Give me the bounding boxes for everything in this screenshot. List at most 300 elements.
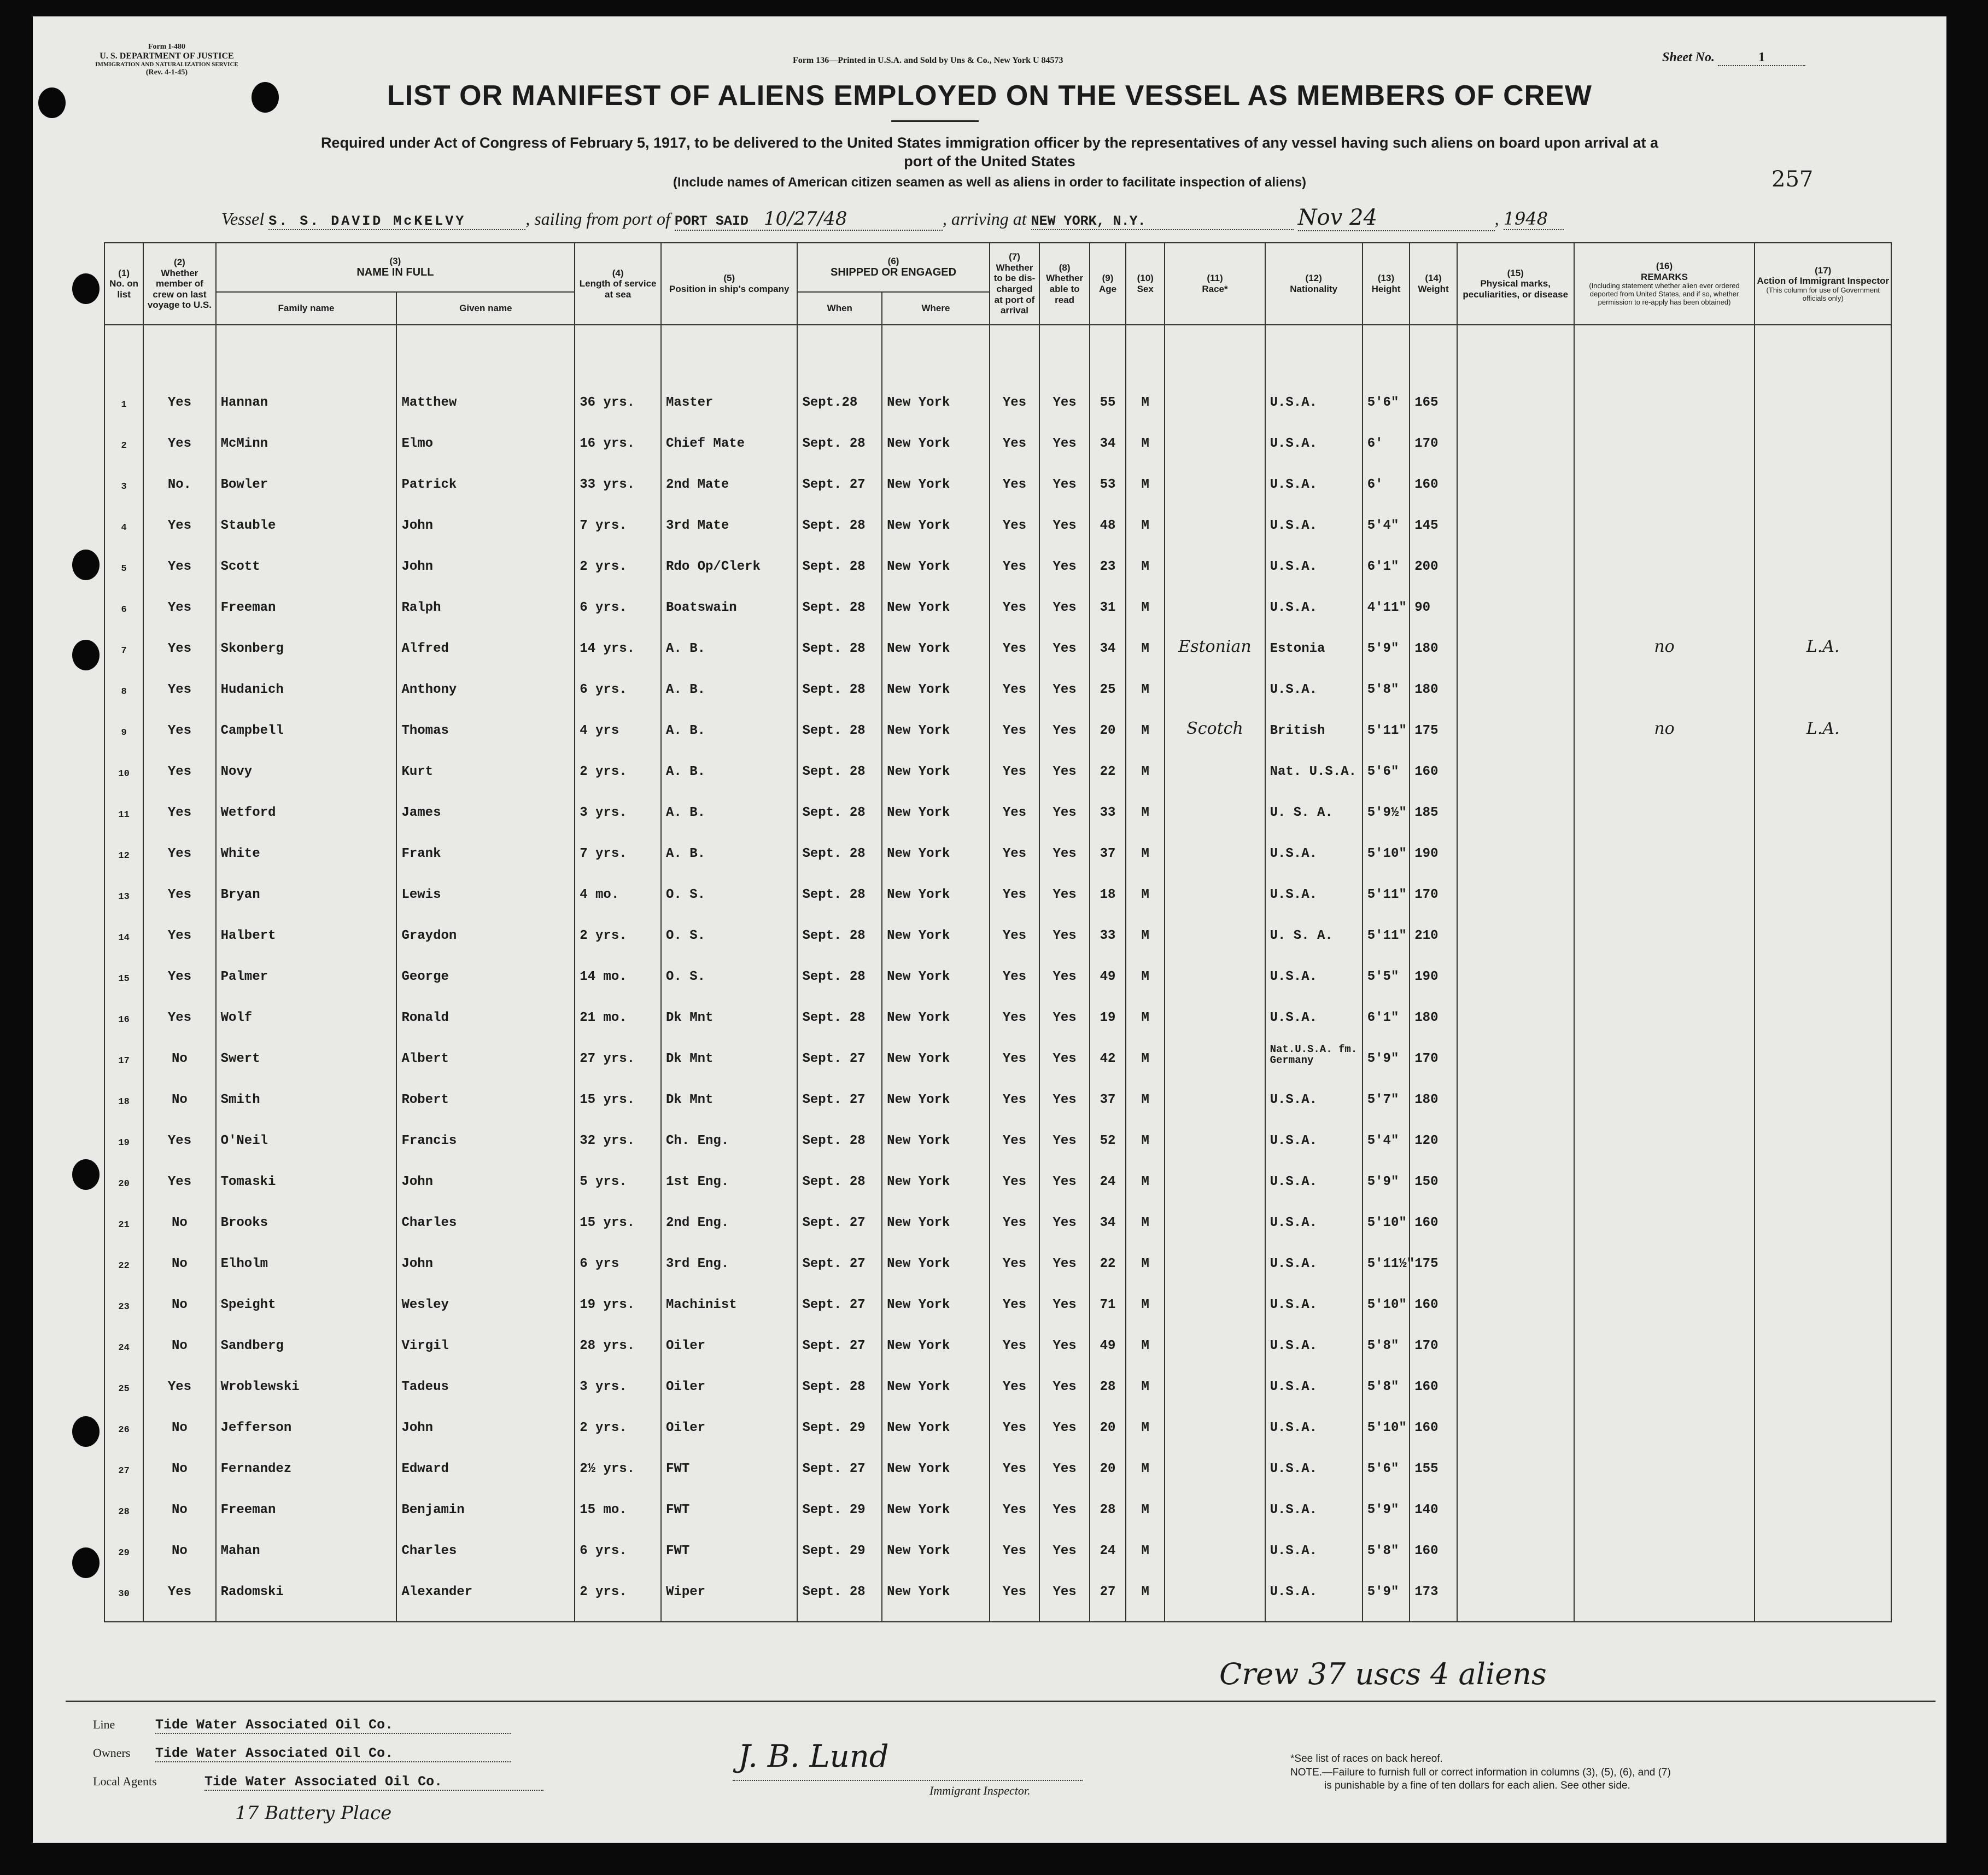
cell-length-of-service: 7 yrs. [575,492,661,533]
cell-given-name: Frank [396,820,575,861]
cell-given-name: Graydon [396,902,575,943]
cell-able-to-read: Yes [1039,492,1090,533]
cell-discharged: Yes [990,1476,1040,1517]
cell-age: 20 [1090,1394,1126,1435]
cell-able-to-read: Yes [1039,615,1090,656]
cell-inspector-action: L.A. [1755,615,1891,656]
cell-position: O. S. [661,861,797,902]
cell-last-voyage: Yes [143,1353,215,1394]
cell-nationality: U.S.A. [1265,369,1363,410]
cell-shipped-when: Sept. 27 [797,1189,882,1230]
cell-race [1165,369,1265,410]
col-header-inspector-action: (17) Action of Immigrant Inspector (This column for use of Government officials only) [1755,243,1891,325]
cell-last-voyage: No [143,1025,215,1066]
cell-given-name: John [396,1394,575,1435]
cell-sex: M [1126,984,1165,1025]
cell-nationality: U.S.A. [1265,1476,1363,1517]
cell-given-name: Charles [396,1517,575,1558]
cell-position: 2nd Mate [661,451,797,492]
cell-last-voyage: No [143,1435,215,1476]
cell-physical-marks [1457,1517,1574,1558]
table-row [104,1271,1891,1312]
cell-row-number: 4 [104,492,143,533]
cell-shipped-where: New York [882,615,990,656]
cell-weight: 160 [1410,1189,1457,1230]
cell-given-name: John [396,1148,575,1189]
cell-row-number: 24 [104,1312,143,1353]
signature-line [733,1780,1083,1781]
cell-weight: 155 [1410,1435,1457,1476]
title-rule [891,120,979,122]
cell-weight: 200 [1410,533,1457,574]
cell-position: O. S. [661,902,797,943]
cell-given-name: Elmo [396,410,575,451]
cell-physical-marks [1457,861,1574,902]
cell-age: 24 [1090,1517,1126,1558]
cell-discharged: Yes [990,820,1040,861]
cell-age: 28 [1090,1476,1126,1517]
cell-inspector-action [1755,984,1891,1025]
cell-row-number: 3 [104,451,143,492]
cell-weight: 150 [1410,1148,1457,1189]
cell-discharged: Yes [990,943,1040,984]
cell-given-name: Robert [396,1066,575,1107]
table-row [104,451,1891,492]
cell-row-number: 21 [104,1189,143,1230]
cell-height: 6'1" [1363,984,1410,1025]
cell-age: 19 [1090,984,1126,1025]
cell-discharged: Yes [990,1394,1040,1435]
cell-family-name: Bowler [216,451,397,492]
table-row [104,1517,1891,1558]
cell-row-number: 28 [104,1476,143,1517]
cell-family-name: Campbell [216,697,397,738]
cell-shipped-where: New York [882,861,990,902]
cell-inspector-action [1755,1230,1891,1271]
col-header-nationality: (12) Nationality [1265,243,1363,325]
cell-nationality: U.S.A. [1265,1066,1363,1107]
cell-remarks [1574,861,1755,902]
cell-given-name: Wesley [396,1271,575,1312]
cell-sex: M [1126,1189,1165,1230]
vessel-line: Vessel S. S. DAVID McKELVY , sailing from port of PORT SAID 10/27/48 , arriving at NEW YORK, N.Y. Nov 24 , 1948 [221,205,1752,231]
cell-length-of-service: 7 yrs. [575,820,661,861]
cell-race [1165,902,1265,943]
cell-inspector-action [1755,492,1891,533]
cell-last-voyage: Yes [143,820,215,861]
cell-height: 5'8" [1363,1353,1410,1394]
table-row [104,533,1891,574]
cell-family-name: Swert [216,1025,397,1066]
cell-race [1165,1476,1265,1517]
line-value: Tide Water Associated Oil Co. [155,1717,511,1734]
cell-length-of-service: 33 yrs. [575,451,661,492]
table-row [104,1558,1891,1599]
form-revision: (Rev. 4-1-45) [145,68,188,77]
cell-remarks [1574,1189,1755,1230]
table-row [104,1435,1891,1476]
col-header-number: (1) No. on list [104,243,143,325]
cell-remarks [1574,369,1755,410]
cell-weight: 120 [1410,1107,1457,1148]
cell-physical-marks [1457,1394,1574,1435]
table-row [104,1189,1891,1230]
punch-hole [72,640,100,670]
cell-family-name: Palmer [216,943,397,984]
cell-able-to-read: Yes [1039,1025,1090,1066]
cell-age: 18 [1090,861,1126,902]
cell-last-voyage: No [143,1312,215,1353]
cell-able-to-read: Yes [1039,1312,1090,1353]
table-row [104,1148,1891,1189]
table-row [104,1066,1891,1107]
cell-weight: 175 [1410,697,1457,738]
col-header-race: (11) Race* [1165,243,1265,325]
cell-last-voyage: Yes [143,1558,215,1599]
cell-shipped-when: Sept. 28 [797,615,882,656]
cell-able-to-read: Yes [1039,1107,1090,1148]
cell-inspector-action [1755,1025,1891,1066]
cell-length-of-service: 6 yrs. [575,1517,661,1558]
cell-given-name: Alfred [396,615,575,656]
cell-shipped-where: New York [882,1189,990,1230]
cell-shipped-where: New York [882,1312,990,1353]
table-row [104,1025,1891,1066]
cell-shipped-when: Sept. 28 [797,1353,882,1394]
cell-race [1165,1517,1265,1558]
cell-shipped-when: Sept. 28 [797,656,882,697]
cell-family-name: Jefferson [216,1394,397,1435]
cell-height: 5'9" [1363,1148,1410,1189]
cell-family-name: Brooks [216,1189,397,1230]
cell-able-to-read: Yes [1039,697,1090,738]
cell-shipped-where: New York [882,1148,990,1189]
owners-label: Owners [93,1746,131,1760]
cell-inspector-action [1755,656,1891,697]
cell-last-voyage: Yes [143,902,215,943]
arrival-year: 1948 [1504,208,1564,230]
cell-able-to-read: Yes [1039,1476,1090,1517]
cell-shipped-where: New York [882,1025,990,1066]
cell-length-of-service: 3 yrs. [575,1353,661,1394]
cell-inspector-action [1755,1271,1891,1312]
cell-last-voyage: No [143,1271,215,1312]
cell-weight: 165 [1410,369,1457,410]
cell-row-number: 13 [104,861,143,902]
cell-given-name: James [396,779,575,820]
cell-race [1165,1394,1265,1435]
cell-nationality: U.S.A. [1265,984,1363,1025]
cell-remarks [1574,1435,1755,1476]
cell-race [1165,1107,1265,1148]
cell-physical-marks [1457,1025,1574,1066]
cell-last-voyage: Yes [143,697,215,738]
cell-height: 6' [1363,451,1410,492]
cell-shipped-when: Sept. 27 [797,1271,882,1312]
cell-sex: M [1126,1435,1165,1476]
cell-sex: M [1126,820,1165,861]
cell-length-of-service: 14 yrs. [575,615,661,656]
cell-shipped-when: Sept. 27 [797,1435,882,1476]
cell-given-name: Alexander [396,1558,575,1599]
cell-last-voyage: No. [143,451,215,492]
cell-able-to-read: Yes [1039,1230,1090,1271]
punch-hole [38,87,66,118]
cell-shipped-when: Sept. 27 [797,451,882,492]
cell-discharged: Yes [990,738,1040,779]
table-row [104,902,1891,943]
cell-nationality: U.S.A. [1265,574,1363,615]
blank-row [104,1599,1891,1622]
cell-inspector-action [1755,1435,1891,1476]
cell-able-to-read: Yes [1039,984,1090,1025]
cell-length-of-service: 4 yrs [575,697,661,738]
cell-shipped-where: New York [882,1476,990,1517]
cell-shipped-when: Sept. 28 [797,902,882,943]
cell-race [1165,574,1265,615]
cell-shipped-when: Sept. 28 [797,697,882,738]
cell-age: 33 [1090,902,1126,943]
cell-age: 31 [1090,574,1126,615]
cell-nationality: Estonia [1265,615,1363,656]
cell-physical-marks [1457,574,1574,615]
cell-row-number: 5 [104,533,143,574]
punch-hole [72,550,100,580]
cell-sex: M [1126,1558,1165,1599]
cell-length-of-service: 19 yrs. [575,1271,661,1312]
cell-length-of-service: 2 yrs. [575,533,661,574]
cell-height: 5'8" [1363,656,1410,697]
cell-given-name: Virgil [396,1312,575,1353]
cell-position: A. B. [661,738,797,779]
cell-sex: M [1126,1148,1165,1189]
cell-last-voyage: Yes [143,861,215,902]
cell-shipped-where: New York [882,1394,990,1435]
cell-weight: 170 [1410,1025,1457,1066]
cell-weight: 173 [1410,1558,1457,1599]
cell-physical-marks [1457,943,1574,984]
cell-inspector-action [1755,451,1891,492]
cell-discharged: Yes [990,697,1040,738]
cell-height: 5'7" [1363,1066,1410,1107]
cell-discharged: Yes [990,1353,1040,1394]
cell-given-name: George [396,943,575,984]
cell-shipped-when: Sept. 28 [797,410,882,451]
cell-inspector-action [1755,1107,1891,1148]
cell-weight: 160 [1410,1517,1457,1558]
cell-race [1165,410,1265,451]
cell-given-name: John [396,1230,575,1271]
cell-inspector-action [1755,1312,1891,1353]
cell-sex: M [1126,1312,1165,1353]
cell-last-voyage: Yes [143,615,215,656]
cell-height: 5'9" [1363,615,1410,656]
cell-inspector-action [1755,861,1891,902]
cell-sex: M [1126,1066,1165,1107]
cell-discharged: Yes [990,1189,1040,1230]
cell-inspector-action [1755,574,1891,615]
cell-family-name: Freeman [216,574,397,615]
punch-hole [72,1547,100,1578]
cell-row-number: 29 [104,1517,143,1558]
cell-physical-marks [1457,492,1574,533]
cell-sex: M [1126,1230,1165,1271]
arriving-label: arriving at [951,209,1027,229]
cell-shipped-where: New York [882,697,990,738]
cell-nationality: U.S.A. [1265,1230,1363,1271]
cell-sex: M [1126,1476,1165,1517]
cell-position: Boatswain [661,574,797,615]
cell-sex: M [1126,1394,1165,1435]
cell-shipped-where: New York [882,902,990,943]
cell-shipped-when: Sept. 28 [797,738,882,779]
cell-discharged: Yes [990,1230,1040,1271]
cell-inspector-action [1755,1558,1891,1599]
cell-position: A. B. [661,615,797,656]
cell-last-voyage: Yes [143,533,215,574]
cell-inspector-action [1755,1394,1891,1435]
cell-nationality: Nat. U.S.A. [1265,738,1363,779]
cell-weight: 190 [1410,820,1457,861]
cell-length-of-service: 2 yrs. [575,902,661,943]
cell-weight: 170 [1410,1312,1457,1353]
cell-remarks [1574,738,1755,779]
cell-nationality: U.S.A. [1265,492,1363,533]
cell-able-to-read: Yes [1039,1189,1090,1230]
cell-shipped-when: Sept. 28 [797,492,882,533]
cell-length-of-service: 32 yrs. [575,1107,661,1148]
cell-nationality: U.S.A. [1265,533,1363,574]
cell-remarks [1574,1394,1755,1435]
cell-race [1165,1148,1265,1189]
cell-position: Dk Mnt [661,984,797,1025]
cell-able-to-read: Yes [1039,943,1090,984]
penalty-note-2: is punishable by a fine of ten dollars for each alien. See other side. [1324,1780,1630,1792]
cell-physical-marks [1457,1230,1574,1271]
table-row [104,1353,1891,1394]
cell-weight: 180 [1410,615,1457,656]
cell-age: 37 [1090,820,1126,861]
cell-inspector-action [1755,1353,1891,1394]
cell-discharged: Yes [990,615,1040,656]
requirement-line-3: (Include names of American citizen seamen as well as aliens in order to facilitate inspection of aliens) [673,174,1307,190]
cell-height: 5'9" [1363,1025,1410,1066]
cell-sex: M [1126,861,1165,902]
cell-sex: M [1126,738,1165,779]
cell-nationality: U.S.A. [1265,1394,1363,1435]
cell-row-number: 26 [104,1394,143,1435]
cell-nationality: U.S.A. [1265,1148,1363,1189]
cell-sex: M [1126,943,1165,984]
cell-length-of-service: 15 yrs. [575,1066,661,1107]
owners-value: Tide Water Associated Oil Co. [155,1745,511,1762]
cell-able-to-read: Yes [1039,1394,1090,1435]
cell-sex: M [1126,1353,1165,1394]
cell-remarks [1574,1025,1755,1066]
cell-position: 3rd Eng. [661,1230,797,1271]
cell-remarks [1574,1271,1755,1312]
cell-length-of-service: 2 yrs. [575,738,661,779]
col-header-last-voyage: (2) Whether member of crew on last voyage to U.S. [143,243,215,325]
cell-last-voyage: Yes [143,1148,215,1189]
cell-shipped-where: New York [882,1107,990,1148]
cell-family-name: Wetford [216,779,397,820]
cell-family-name: Hannan [216,369,397,410]
col-header-when: When [797,292,882,325]
cell-physical-marks [1457,410,1574,451]
cell-family-name: Stauble [216,492,397,533]
cell-race [1165,1312,1265,1353]
cell-age: 24 [1090,1148,1126,1189]
cell-family-name: Scott [216,533,397,574]
cell-row-number: 7 [104,615,143,656]
cell-length-of-service: 2½ yrs. [575,1435,661,1476]
col-header-read: (8) Whether able to read [1039,243,1090,325]
cell-shipped-when: Sept. 27 [797,1025,882,1066]
cell-remarks [1574,902,1755,943]
cell-position: 2nd Eng. [661,1189,797,1230]
cell-shipped-where: New York [882,1353,990,1394]
cell-shipped-where: New York [882,533,990,574]
cell-race [1165,1025,1265,1066]
cell-weight: 160 [1410,1353,1457,1394]
cell-able-to-read: Yes [1039,1517,1090,1558]
cell-height: 5'10" [1363,1394,1410,1435]
cell-discharged: Yes [990,1558,1040,1599]
cell-height: 5'6" [1363,738,1410,779]
cell-position: FWT [661,1476,797,1517]
cell-race [1165,533,1265,574]
cell-row-number: 23 [104,1271,143,1312]
sheet-label: Sheet No. [1662,50,1715,65]
cell-able-to-read: Yes [1039,574,1090,615]
cell-given-name: Matthew [396,369,575,410]
cell-discharged: Yes [990,1517,1040,1558]
col-header-height: (13) Height [1363,243,1410,325]
cell-position: Machinist [661,1271,797,1312]
department: U. S. DEPARTMENT OF JUSTICE [100,51,234,61]
cell-physical-marks [1457,738,1574,779]
cell-discharged: Yes [990,779,1040,820]
cell-nationality: U.S.A. [1265,820,1363,861]
cell-weight: 160 [1410,1394,1457,1435]
cell-race [1165,861,1265,902]
cell-race [1165,1230,1265,1271]
cell-remarks [1574,1353,1755,1394]
cell-physical-marks [1457,533,1574,574]
cell-age: 53 [1090,451,1126,492]
punch-hole [72,1416,100,1447]
cell-physical-marks [1457,984,1574,1025]
table-row [104,861,1891,902]
penalty-note-1: NOTE.—Failure to furnish full or correct information in columns (3), (5), (6), and (7) [1290,1766,1671,1778]
cell-nationality: U.S.A. [1265,1558,1363,1599]
cell-race [1165,1558,1265,1599]
cell-remarks [1574,656,1755,697]
cell-sex: M [1126,1107,1165,1148]
cell-sex: M [1126,779,1165,820]
table-row [104,820,1891,861]
cell-shipped-when: Sept. 28 [797,574,882,615]
cell-nationality: U.S.A. [1265,861,1363,902]
cell-age: 48 [1090,492,1126,533]
cell-sex: M [1126,656,1165,697]
cell-row-number: 11 [104,779,143,820]
cell-height: 4'11" [1363,574,1410,615]
cell-family-name: O'Neil [216,1107,397,1148]
cell-given-name: John [396,492,575,533]
cell-length-of-service: 6 yrs. [575,574,661,615]
